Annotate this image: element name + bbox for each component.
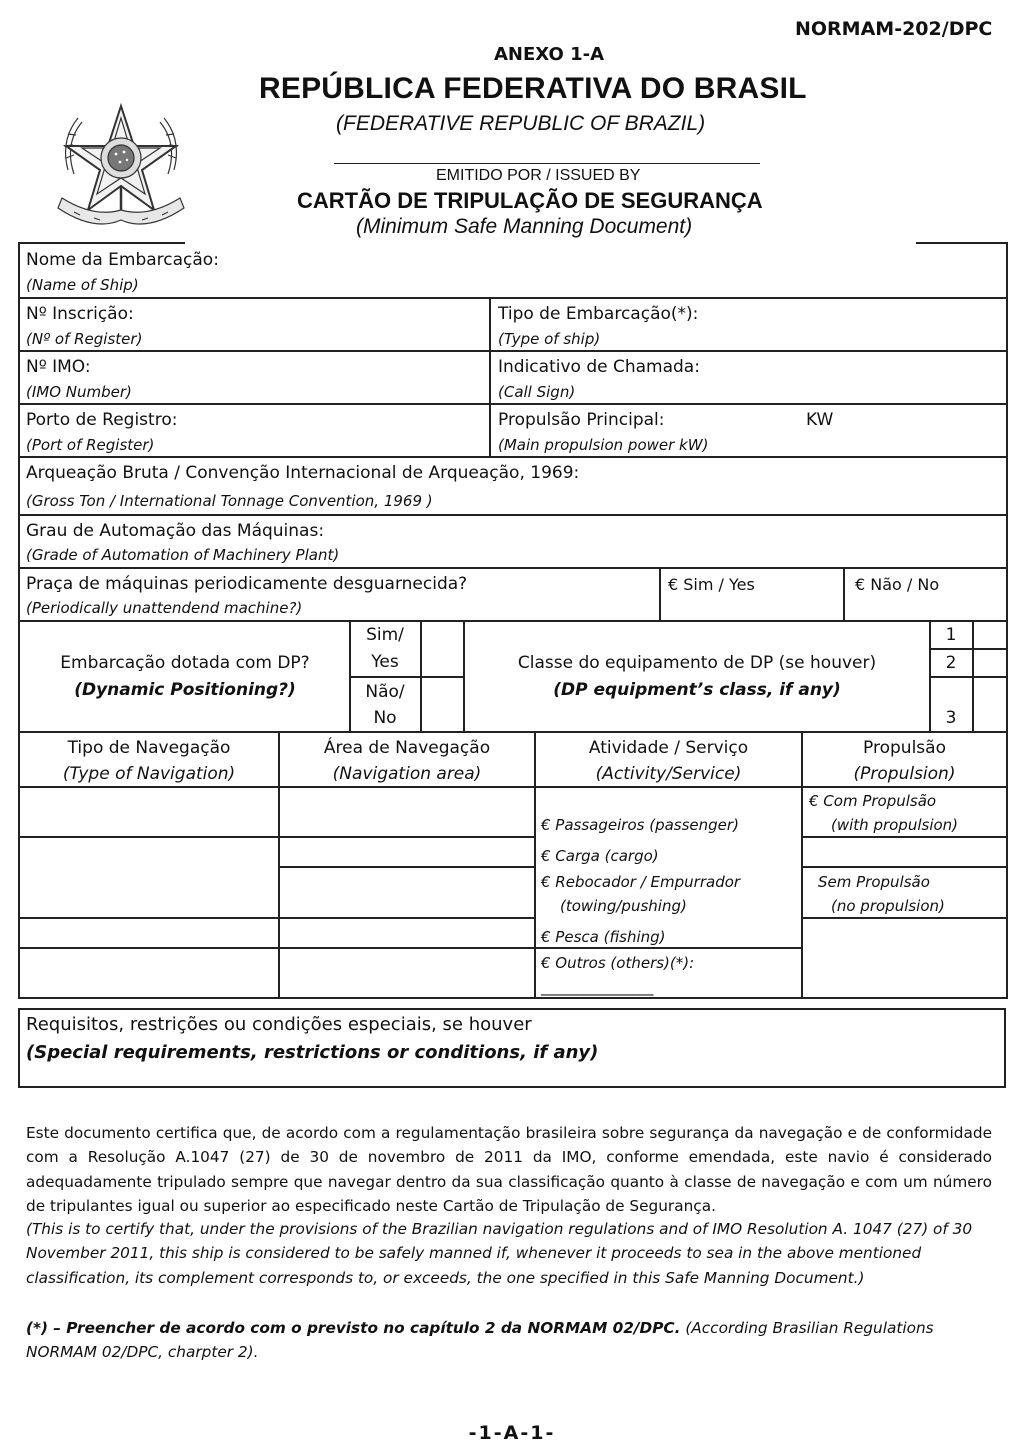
dp-nao-label[interactable]: Não/ xyxy=(365,682,405,702)
country-title-en: (FEDERATIVE REPUBLIC OF BRAZIL) xyxy=(336,112,706,135)
activity-others-blank[interactable]: ________________ xyxy=(541,978,653,996)
port-register-label-en: (Port of Register) xyxy=(26,436,155,454)
issuer-line xyxy=(334,163,760,164)
propulsion-with-checkbox[interactable]: € Com Propulsão xyxy=(809,792,937,810)
dp-class-1-box[interactable] xyxy=(974,622,1006,647)
header-type-navigation: Tipo de Navegação xyxy=(67,738,231,758)
activity-fishing-checkbox[interactable]: € Pesca (fishing) xyxy=(541,928,666,946)
special-requirements-label-en: (Special requirements, restrictions or conditions, if any) xyxy=(26,1042,599,1063)
gross-tonnage-label-en: (Gross Ton / International Tonnage Convention, 1969 ) xyxy=(26,492,433,510)
footnote-bold: (*) – Preencher de acordo com o previsto no capítulo 2 da NORMAM 02/DPC. xyxy=(26,1319,681,1337)
unattended-yes-checkbox[interactable]: € Sim / Yes xyxy=(668,575,755,594)
unattended-machinery-label: Praça de máquinas periodicamente desguarnecida? xyxy=(26,574,468,594)
imo-number-label-en: (IMO Number) xyxy=(26,383,132,401)
ship-type-label: Tipo de Embarcação(*): xyxy=(498,304,699,324)
document-code: NORMAM-202/DPC xyxy=(795,18,993,40)
gross-tonnage-label: Arqueação Bruta / Convenção Internacional de Arqueação, 1969: xyxy=(26,463,580,483)
ship-name-label-en: (Name of Ship) xyxy=(26,276,139,294)
dp-class-label-en: (DP equipment’s class, if any) xyxy=(553,680,841,700)
form-top-border-left xyxy=(18,242,185,244)
unattended-machinery-label-en: (Periodically unattendend machine?) xyxy=(26,599,303,617)
activity-others-checkbox[interactable]: € Outros (others)(*): xyxy=(541,954,695,972)
certification-text: Este documento certifica que, de acordo com a regulamentação brasileira sobre segurança da navegação e de conformidade com a Resolução A.1047 (27) de 30 de novembro de 2011 da IMO, conforme emendada, este navio é considerado adequadamente tripulado sempre que navegar dentro da sua classificação quanto à classe de navegação e com um número de tripulantes igual ou superior ao especificado neste Cartão de Tripulação de Segurança. xyxy=(26,1124,992,1215)
header-propulsion: Propulsão xyxy=(863,738,946,758)
header-activity: Atividade / Serviço xyxy=(588,738,749,758)
header-activity-en: (Activity/Service) xyxy=(595,764,742,784)
imo-number-label: Nº IMO: xyxy=(26,357,91,377)
coat-of-arms-icon xyxy=(54,100,188,240)
automation-grade-label-en: (Grade of Automation of Machinery Plant) xyxy=(26,546,340,564)
header-propulsion-en: (Propulsion) xyxy=(853,764,956,784)
issued-by-label: EMITIDO POR / ISSUED BY xyxy=(436,167,641,184)
header-navigation-area-en: (Navigation area) xyxy=(332,764,482,784)
dp-yes-label[interactable]: Yes xyxy=(371,652,399,672)
special-requirements-label: Requisitos, restrições ou condições especiais, se houver xyxy=(26,1014,532,1035)
call-sign-label-en: (Call Sign) xyxy=(498,383,576,401)
automation-grade-label: Grau de Automação das Máquinas: xyxy=(26,521,325,541)
dp-class-3: 3 xyxy=(945,708,957,728)
activity-cargo-checkbox[interactable]: € Carga (cargo) xyxy=(541,847,659,865)
document-title: CARTÃO DE TRIPULAÇÃO DE SEGURANÇA xyxy=(297,188,763,213)
propulsion-without-label[interactable]: Sem Propulsão xyxy=(818,873,930,891)
propulsion-with-en: (with propulsion) xyxy=(831,816,959,834)
propulsion-power-unit: KW xyxy=(806,410,834,430)
unattended-no-checkbox[interactable]: € Não / No xyxy=(855,575,940,594)
activity-towing-en: (towing/pushing) xyxy=(560,897,687,915)
annex-label: ANEXO 1-A xyxy=(494,44,605,65)
page-number: -1-A-1- xyxy=(468,1422,556,1444)
propulsion-without-en: (no propulsion) xyxy=(831,897,945,915)
dp-no-label[interactable]: No xyxy=(373,708,397,728)
header-navigation-area: Área de Navegação xyxy=(323,738,491,758)
footnote-rest: (According Brasilian Regulations NORMAM 02/DPC, charpter 2). xyxy=(26,1319,934,1362)
port-register-label: Porto de Registro: xyxy=(26,410,178,430)
footnote xyxy=(26,1316,992,1365)
country-title: REPÚBLICA FEDERATIVA DO BRASIL xyxy=(259,72,807,105)
propulsion-power-label: Propulsão Principal: xyxy=(498,410,665,430)
propulsion-power-label-en: (Main propulsion power kW) xyxy=(498,436,709,454)
dp-class-1: 1 xyxy=(945,625,957,645)
dp-class-2-box[interactable] xyxy=(974,650,1006,675)
header-type-navigation-en: (Type of Navigation) xyxy=(62,764,236,784)
dp-class-label: Classe do equipamento de DP (se houver) xyxy=(517,653,877,673)
dp-question-label: Embarcação dotada com DP? xyxy=(60,653,310,673)
register-number-label: Nº Inscrição: xyxy=(26,304,134,324)
dp-class-2: 2 xyxy=(945,653,957,673)
call-sign-label: Indicativo de Chamada: xyxy=(498,357,700,377)
dp-class-3-box[interactable] xyxy=(974,678,1006,730)
certification-text-en: (This is to certify that, under the provisions of the Brazilian navigation regulations and of IMO Resolution A. 1047 (27) of 30 November 2011, this ship is considered to be safely manned if, whenever it proceeds to sea in the above mentioned classification, its complement corresponds to, or exceeds, the one specified in this Safe Manning Document.) xyxy=(26,1220,973,1287)
register-number-label-en: (Nº of Register) xyxy=(26,330,143,348)
document-title-en: (Minimum Safe Manning Document) xyxy=(356,215,693,238)
dp-no-box[interactable] xyxy=(422,678,462,730)
ship-type-label-en: (Type of ship) xyxy=(498,330,601,348)
activity-passenger-checkbox[interactable]: € Passageiros (passenger) xyxy=(541,816,739,834)
dp-yes-box[interactable] xyxy=(422,622,462,675)
ship-name-label: Nome da Embarcação: xyxy=(26,250,219,270)
dp-question-label-en: (Dynamic Positioning?) xyxy=(74,680,296,700)
activity-towing-checkbox[interactable]: € Rebocador / Empurrador xyxy=(541,873,741,891)
dp-sim-label[interactable]: Sim/ xyxy=(366,625,404,645)
form-top-border-right xyxy=(916,242,1008,244)
